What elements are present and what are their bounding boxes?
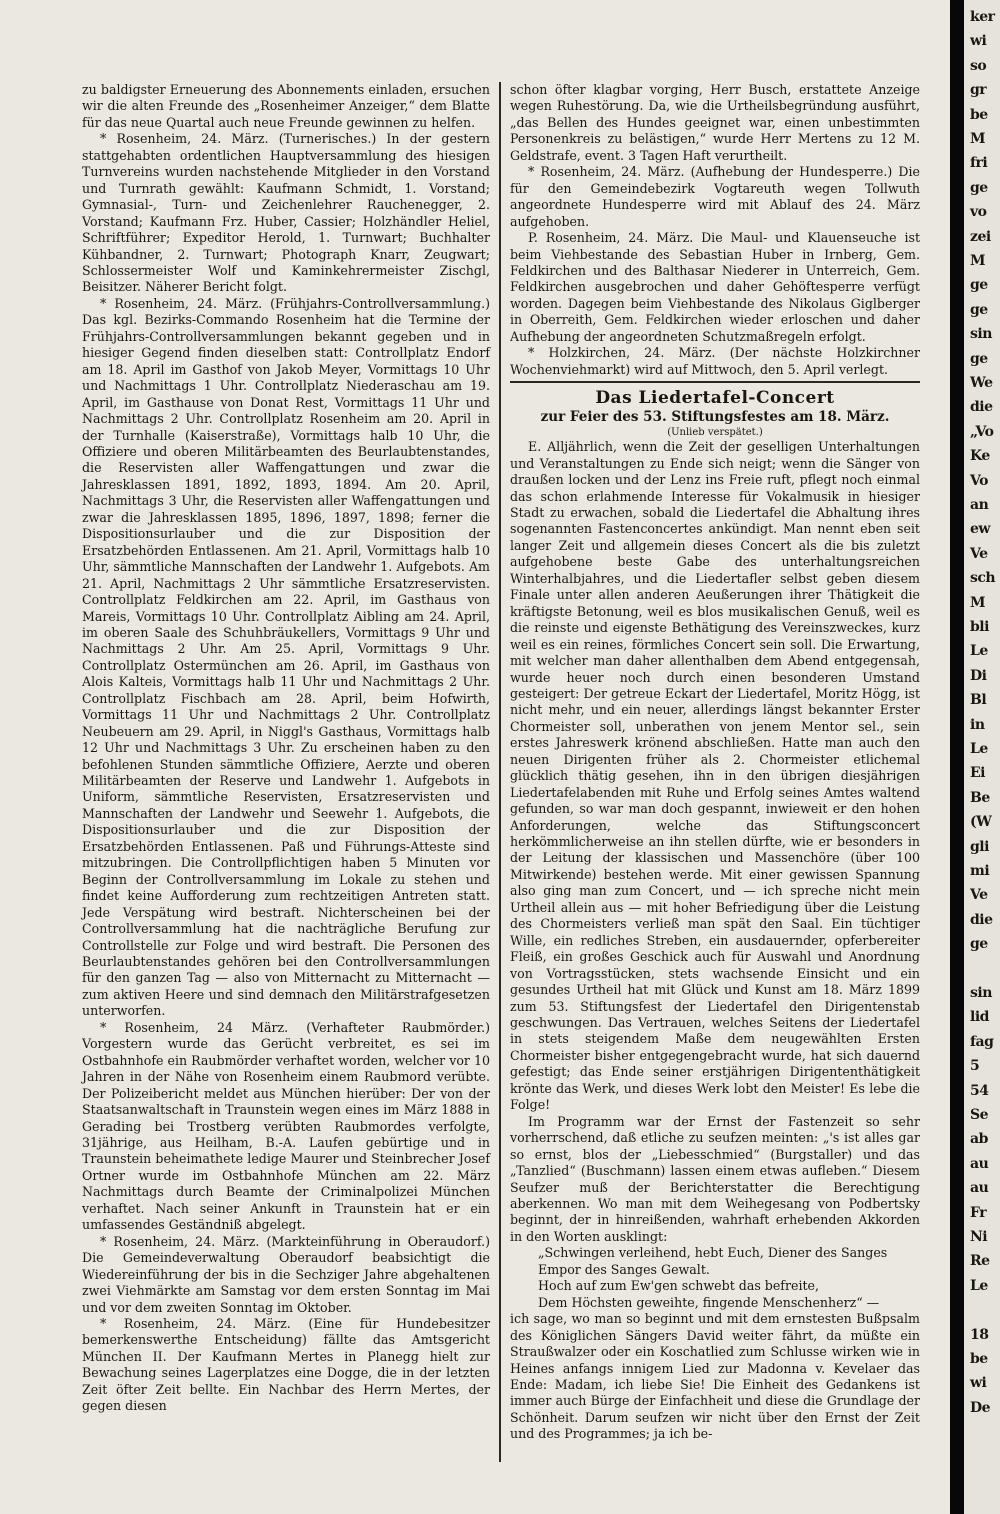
poem-line: Hoch auf zum Ew'gen schwebt das befreite, [538,1278,819,1294]
next-page-fragment: Fr [970,1204,987,1221]
next-page-fragment: ge [970,179,988,196]
next-page-fragment: ab [970,1131,988,1148]
next-page-fragment: sin [970,326,992,343]
next-page-fragment: wi [970,1375,987,1392]
next-page-fragment: Ve [970,887,988,904]
next-page-fragment: die [970,399,993,416]
next-page-fragment: Bl [970,692,987,709]
next-page-fragment: vo [970,204,987,221]
next-page-fragment: 5 [970,1058,980,1075]
column-right [510,82,920,1443]
next-page-fragment: bli [970,619,989,635]
paragraph: E. Alljährlich, wenn die Zeit der geselligen Unterhaltungen und Veranstaltungen zu Ende sich neigt; wenn die Sänger von draußen locken und der Lenz ins Freie ruft, pflegt noch einmal das schon erlahmende Interesse für Vokalmusik in hiesiger Stadt zu erwachen, sobald die Liedertafel die Abhaltung ihres sogenannten Fastenconcertes ankündigt. Man nennt eben seit langer Zeit und allgemein dieses Concert als die bis zuletzt aufgehobene beste Gabe des unterhaltungsreichen Winterhalbjahres, und die Liedertafler selbst geben diesem Finale unter allen anderen Aeußerungen ihrer Thätigkeit die kräftigste Betonung, weil es blos musikalischen Genuß, weil es die reinste und eigenste Bethätigung des Vereinszweckes, kurz weil es ein reines, förmliches Concert sein soll. Die Erwartung, mit welcher man daher allenthalben dem Abend entgegensah, wurde heuer noch durch einen besonderen Umstand gesteigert: Der getreue Eckart der Liedertafel, Moritz Högg, ist nicht mehr, und ein neuer, allerdings längst bekannter Erster Chormeister soll, unberathen von jenem Mentor sel., sein erstes Jahreswerk krönend abschließen. Hatte man auch den neuen Dirigenten früher als 2. Chormeister etlichemal glücklich thätig gesehen, ihn in den übrigen diesjährigen Liedertafelabenden mit Ruhe und Erfolg seines Amtes waltend gefunden, so war man doch gespannt, inwieweit er den hohen Anforderungen, welche das Stiftungsconcert herkömmlicherweise an ihn stellen dürfte, wie er besonders in der Leitung der klassischen und Massenchöre (über 100 Mitwirkende) bestehen werde. Mit einer gewissen Spannung also ging man zum Concert, und — ich spreche nicht mein Urtheil allein aus — mit hoher Befriedigung über die Leistung des Chormeisters verließ man spät den Saal. Ein tüchtiger Wille, ein redliches Streben, ein ausdauernder, opferbereiter Fleiß, ein großes Geschick auch für Auswahl und Anordnung von Vortragsstücken, stets wachsende Einsicht und ein gesundes Urtheil hat mit Glück und Kunst am 18. März 1899 zum 53. Stiftungsfest der Liedertafel den Dirigentenstab geschwungen. Das Vertrauen, welches Seitens der Liedertafel in stets steigendem Maße dem neugewählten Ersten Chormeister bisher entgegengebracht wurde, hat sich dauernd gefestigt; das Ende seiner erstjährigen Dirigententhätigkeit krönte das Werk, und dieses Werk lobt den Meister! Es lebe die Folge! [510,439,920,1113]
next-page-fragment: sin [970,985,992,1001]
next-page-fragment: ge [970,301,988,318]
next-page-fragment: (W [970,814,992,831]
next-page-fragment: ge [970,350,988,367]
poem-line: Dem Höchsten geweihte, fingende Menschenherz“ — [538,1294,880,1310]
poem-line: Empor des Sanges Gewalt. [538,1261,710,1277]
paragraph: * Rosenheim, 24. März. (Markteinführung in Oberaudorf.) Die Gemeindeverwaltung Oberaudorf beabsichtigt die Wiedereinführung der bis in die Sechziger Jahre abgehaltenen zwei Viehmärkte am Samstag vor dem ersten Sonntag im Mai und vor dem zweiten Sonntag im Oktober. [82,1233,490,1315]
concert-article-end: ich sage, wo man so beginnt und mit dem ernstesten Bußpsalm des Königlichen Sängers David weiter fährt, da müßte ein Straußwalzer oder ein Koschatlied zum Schlusse wirken wie in Heines anfangs innigem Lied zur Madonna v. Kevelaer das Ende: Madam, ich liebe Sie! Die Einheit des Gedankens ist immer auch Bürge der Einfachheit und diese die Grundlage der Schönheit. Darum seufzen wir nicht über den Ernst der Zeit und des Programmes; ja ich be- [510,1311,920,1442]
next-page-fragment: ew [970,521,990,538]
poem-line: „Schwingen verleihend, hebt Euch, Diener des Sanges [538,1245,888,1261]
paragraph: P. Rosenheim, 24. März. Die Maul- und Klauenseuche ist beim Viehbestande des Sebastian Huber in Irnberg, Gem. Feldkirchen und des Balthasar Niederer in Unterreich, Gem. Feldkirchen ausgebrochen und daher Gehöftesperre verfügt worden. Dagegen beim Viehbestande des Nikolaus Giglberger in Oberreith, Gem. Feldkirchen wieder erloschen und daher Aufhebung der angeordneten Schutzmaßregeln erfolgt. [510,230,920,344]
section-rule-top [510,381,920,383]
next-page-fragment: Le [970,643,988,660]
next-page-fragment: die [970,911,993,928]
next-page-fragment: be [970,106,988,123]
news-items [510,82,920,378]
paragraph: * Rosenheim, 24 März. (Verhafteter Raubmörder.) Vorgestern wurde das Gerücht verbreitet, es sei im Ostbahnhofe ein Raubmörder verhaftet worden, welcher vor 10 Jahren in der Nähe von Rosenheim einem Raubmord verübte. Der Polizeibericht meldet aus München hierüber: Der von der Staatsanwaltschaft in Traunstein wegen eines im März 1888 in Gerading bei Trostberg verübten Raubmordes verfolgte, 31jährige, aus Heilham, B.-A. Laufen gebürtige und in Traunstein beheimathete ledige Maurer und Steinbrecher Josef Ortner wurde im Ostbahnhofe München am 22. März Nachmittags durch Beamte der Criminalpolizei München verhaftet. Nach seiner Ankunft in Traunstein hat er ein umfassendes Geständniß abgelegt. [82,1019,490,1233]
concert-title: Das Liedertafel-Concert [595,388,835,409]
next-page-edge [964,0,1000,1514]
next-page-fragment: au [970,1155,989,1172]
paragraph: Im Programm war der Ernst der Fastenzeit so sehr vorherrschend, daß etliche zu seufzen meinten: „'s ist alles gar so ernst, blos der „Liebesschmied“ (Burgstaller) und das „Tanzlied“ (Buschmann) lassen einem etwas aufleben.“ Diesem Seufzer muß der Berichterstatter die Berechtigung aberkennen. Wo man mit dem Weihegesang von Podbertsky beginnt, der in hinreißenden, wahrhaft erhebenden Akkorden in den Worten ausklingt: [510,1113,920,1244]
next-page-fragment: Le [970,1277,988,1294]
next-page-fragment: We [970,375,993,391]
next-page-fragment: M [970,131,985,147]
next-page-fragment: M [970,594,985,611]
next-page-fragment: Le [970,741,988,757]
next-page-fragment: Ve [970,545,988,562]
next-page-fragment: in [970,716,985,733]
next-page-fragment: ge [970,936,988,953]
next-page-fragment: Re [970,1253,990,1270]
next-page-fragment: 54 [970,1082,989,1099]
next-page-fragment: au [970,1180,989,1197]
next-page-fragment: lid [970,1009,989,1026]
paragraph: * Rosenheim, 24. März. (Frühjahrs-Controllversammlung.) Das kgl. Bezirks-Commando Rosenheim hat die Termine der Frühjahrs-Controllversammlungen bekannt gegeben und in hiesiger Gegend finden dieselben statt: Controllplatz Endorf am 18. April im Gasthof von Jakob Meyer, Vormittags 10 Uhr und Nachmittags 1 Uhr. Controllplatz Niederaschau am 19. April, im Gasthause von Donat Rest, Vormittags 11 Uhr und Nachmittags 2 Uhr. Controllplatz Rosenheim am 20. April in der Turnhalle (Kaiserstraße), Vormittags halb 10 Uhr, die Offiziere und oberen Militärbeamten des Beurlaubtenstandes, die Reservisten aller Waffengattungen und zwar die Jahresklassen 1891, 1892, 1893, 1894. Am 20. April, Nachmittags 3 Uhr, die Reservisten aller Waffengattungen und zwar die Jahresklassen 1895, 1896, 1897, 1898; ferner die Dispositionsurlauber und die zur Disposition der Ersatzbehörden Entlassenen. Am 21. April, Vormittags halb 10 Uhr, sämmtliche Mannschaften der Landwehr 1. Aufgebots. Am 21. April, Nachmittags 2 Uhr sämmtliche Ersatzreservisten. Controllplatz Feldkirchen am 22. April, im Gasthaus von Mareis, Vormittags 10 Uhr. Controllplatz Aibling am 24. April, im oberen Saale des Schuhbräukellers, Vormittags 9 Uhr und Nachmittags 2 Uhr. Am 25. April, Vormittags 9 Uhr. Controllplatz Ostermünchen am 26. April, im Gasthaus von Alois Kalteis, Vormittags halb 11 Uhr und Nachmittags 2 Uhr. Controllplatz Fischbach am 28. April, beim Hofwirth, Vormittags 11 Uhr und Nachmittags 2 Uhr. Controllplatz Neubeuern am 29. April, in Niggl's Gasthaus, Vormittags halb 12 Uhr und Nachmittags 3 Uhr. Zu erscheinen haben zu den befohlenen Stunden sämmtliche Offiziere, Aerzte und oberen Militärbeamten der Reserve und Landwehr 1. Aufgebots in Uniform, sämmtliche Reservisten, Ersatzreservisten und Mannschaften der Landwehr und Seewehr 1. Aufgebots, die Dispositionsurlauber und die zur Disposition der Ersatzbehörden Entlassenen. Paß und Führungs-Atteste sind mitzubringen. Die Controllpflichtigen haben 5 Minuten vor Beginn der Controllversammlung im Lokale zu stehen und findet keine Aufforderung zum rechtzeitigen Antreten statt. Jede Verspätung wird bestraft. Nichterscheinen bei der Controllversammlung hat die nachträgliche Berufung zur Controllstelle zur Folge und wird bestraft. Die Personen des Beurlaubtenstandes gehören bei den Controllversammlungen für den ganzen Tag — also von Mitternacht zu Mitternacht — zum aktiven Heere und sind demnach den Militärstrafgesetzen unterworfen. [82,295,490,1019]
next-page-fragment: mi [970,863,990,879]
next-page-fragment: fri [970,155,988,172]
column-divider [499,82,501,1462]
column-left [82,82,490,1415]
paragraph: * Holzkirchen, 24. März. (Der nächste Holzkirchner Wochenviehmarkt) wird auf Mittwoch, den 5. April verlegt. [510,345,920,377]
next-page-fragment: Be [970,789,990,806]
paragraph: schon öfter klagbar vorging, Herr Busch, erstattete Anzeige wegen Ruhestörung. Da, wie die Urtheilsbegründung ausführt, „das Bellen des Hundes geeignet war, einen unbestimmten Personenkreis zu belästigen,“ wurde Herr Mertens zu 12 M. Geldstrafe, event. 3 Tagen Haft verurtheilt. [510,82,920,163]
next-page-fragment: sch [970,570,996,587]
next-page-fragment: 18 [970,1326,989,1343]
next-page-fragment: ker [970,9,995,25]
next-page-fragment: Vo [970,472,988,489]
next-page-fragment: wi [970,33,987,50]
next-page-fragment: M [970,253,985,269]
next-page-fragment: gr [970,82,987,99]
paragraph: * Rosenheim, 24. März. (Eine für Hundebesitzer bemerkenswerthe Entscheidung) fällte das Amtsgericht München II. Der Kaufmann Mertes in Planegg hielt zur Bewachung seines Lagerplatzes eine Dogge, die in der letzten Zeit öfter Zeit bellte. Ein Nachbar des Herrn Mertes, der gegen diesen [82,1315,490,1414]
next-page-fragment: De [970,1399,991,1416]
paragraph: * Rosenheim, 24. März. (Turnerisches.) In der gestern stattgehabten ordentlichen Hauptversammlung des hiesigen Turnvereins wurden nachstehende Mitglieder in den Vorstand und Turnrath gewählt: Kaufmann Schmidt, 1. Vorstand; Gymnasial-, Turn- und Zeichenlehrer Rauchenegger, 2. Vorstand; Kaufmann Frz. Huber, Cassier; Holzhändler Heliel, Schriftführer; Expeditor Herold, 1. Turnwart; Buchhalter Kühbandner, 2. Turnwart; Photograph Knarr, Zeugwart; Schlossermeister Wolf und Kaminkehrermeister Zischgl, Beisitzer. Näherer Bericht folgt. [82,131,490,295]
next-page-fragment: Ni [970,1229,988,1245]
page-gutter [950,0,964,1514]
next-page-fragment: zei [970,228,991,245]
next-page-fragment: fag [970,1033,994,1050]
next-page-fragment: „Vo [970,423,994,440]
poem-quote [510,1245,920,1311]
next-page-fragment: Ke [970,448,990,465]
next-page-fragment: be [970,1351,988,1367]
next-page-fragment: Ei [970,765,985,782]
paragraph: zu baldigster Erneuerung des Abonnements einladen, ersuchen wir die alten Freunde des „Rosenheimer Anzeiger,“ dem Blatte für das neue Quartal auch neue Freunde gewinnen zu helfen. [82,82,490,130]
next-page-fragment: gli [970,838,989,855]
concert-article [510,439,920,1245]
next-page-fragment: ge [970,277,988,294]
next-page-fragment: Di [970,667,987,684]
concert-note: (Unlieb verspätet.) [667,427,763,439]
next-page-fragment: so [970,57,987,74]
concert-subtitle: zur Feier des 53. Stiftungsfestes am 18. März. [540,409,890,426]
next-page-fragment: an [970,497,989,513]
next-page-fragment: Se [970,1107,989,1123]
paragraph: * Rosenheim, 24. März. (Aufhebung der Hundesperre.) Die für den Gemeindebezirk Vogtareuth wegen Tollwuth angeordnete Hundesperre wird mit Ablauf des 24. März aufgehoben. [510,164,920,229]
